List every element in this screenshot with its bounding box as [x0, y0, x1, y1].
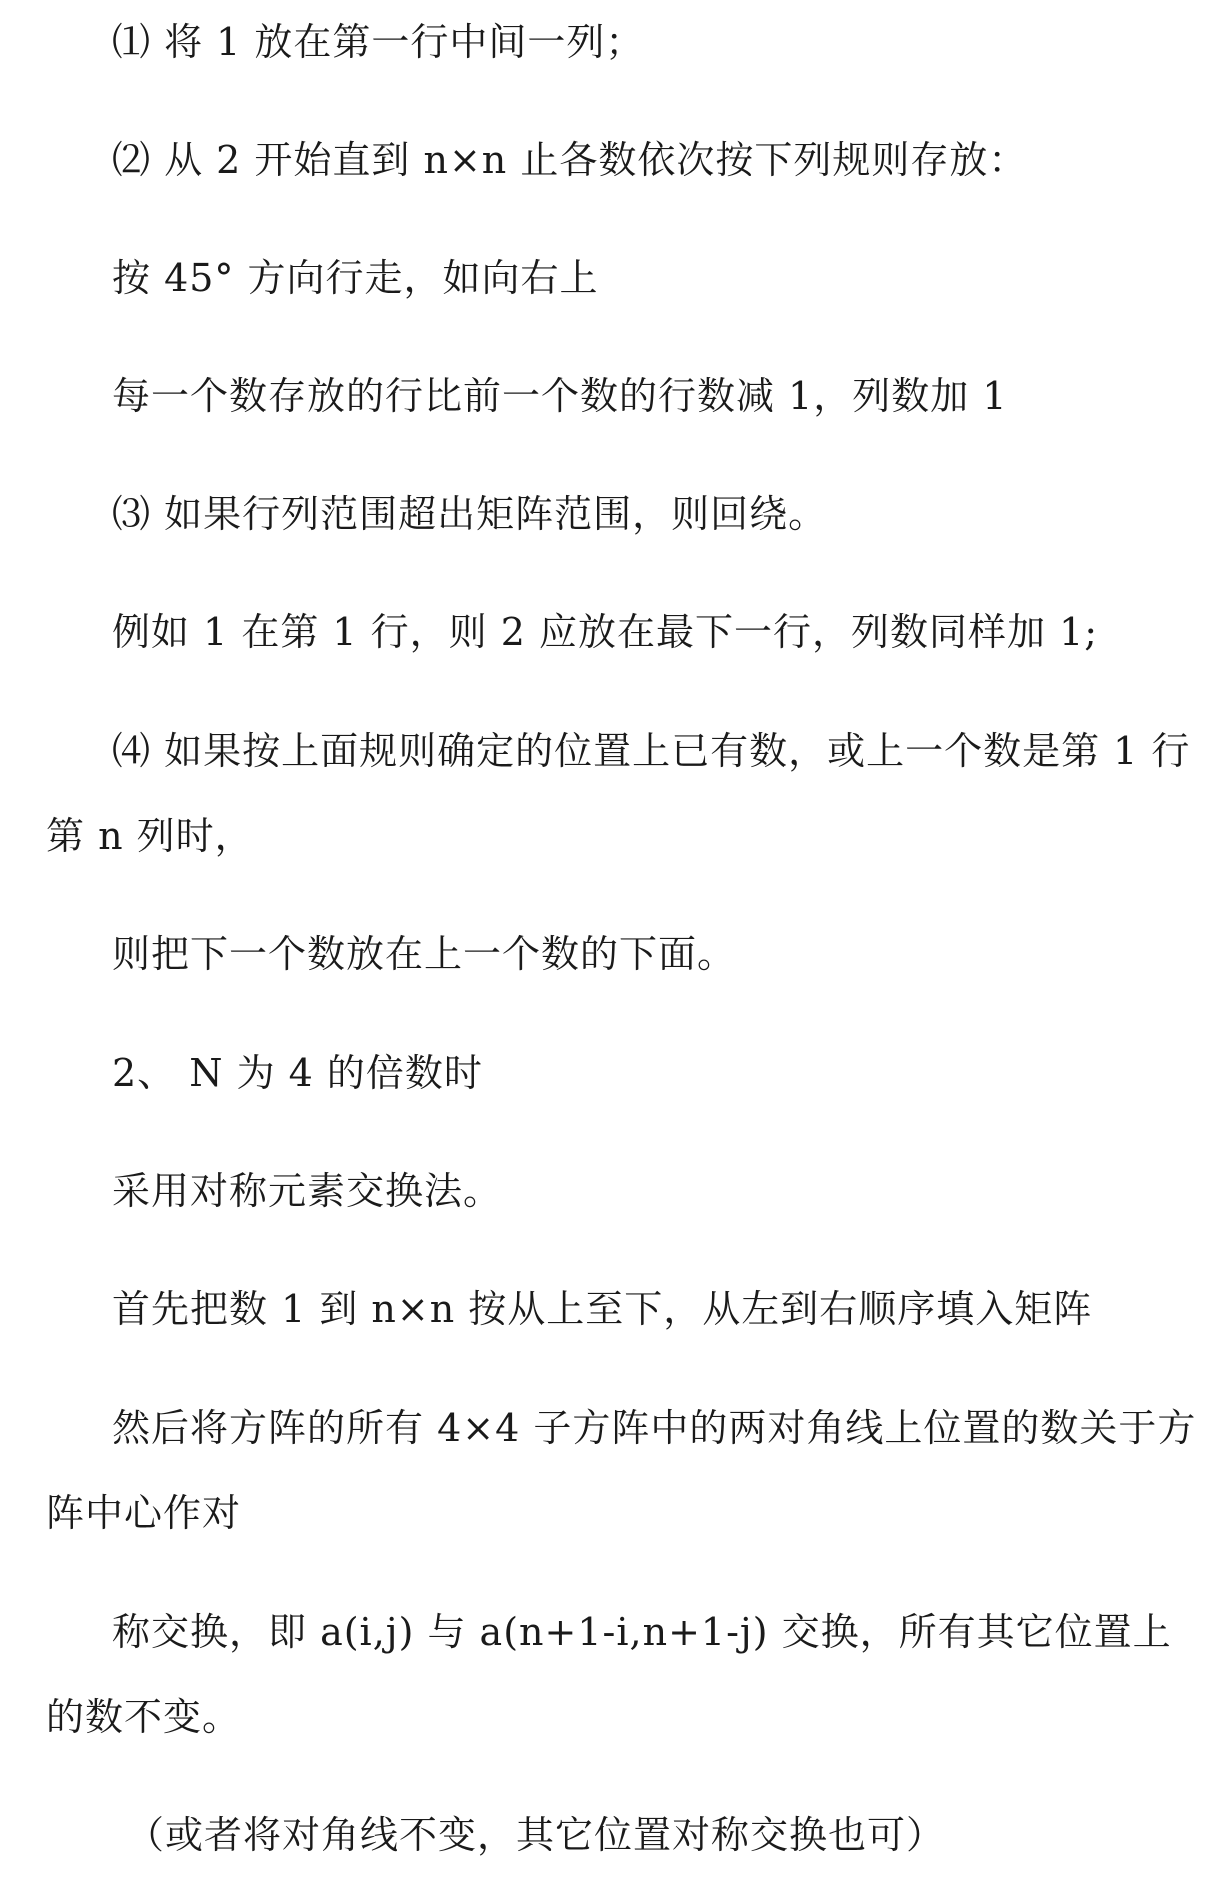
step-3-continuation-text: 的数不变。	[46, 1695, 242, 1739]
step-2-continuation-text: 阵中心作对	[46, 1491, 242, 1535]
rule-3-text: ⑶ 如果行列范围超出矩阵范围，则回绕。	[112, 492, 828, 536]
rule-2-text: ⑵ 从 2 开始直到 n×n 止各数依次按下列规则存放：	[112, 138, 1028, 182]
rule-4-text: ⑷ 如果按上面规则确定的位置上已有数，或上一个数是第 1 行	[112, 729, 1191, 773]
step-3-text: 称交换，即 a(i,j) 与 a(n+1-i,n+1-j) 交换，所有其它位置上	[112, 1610, 1172, 1654]
rule-4-action-text: 则把下一个数放在上一个数的下面。	[112, 932, 737, 976]
rule-2-detail-text: 每一个数存放的行比前一个数的行数减 1，列数加 1	[112, 374, 1008, 418]
step-2-text: 然后将方阵的所有 4×4 子方阵中的两对角线上位置的数关于方	[112, 1406, 1197, 1450]
alternative-note-text: （或者将对角线不变，其它位置对称交换也可）	[126, 1813, 946, 1857]
method-text: 采用对称元素交换法。	[112, 1169, 503, 1213]
rule-4-continuation-text: 第 n 列时，	[46, 814, 254, 858]
section-2-heading: 2、 N 为 4 的倍数时	[112, 1051, 483, 1095]
rule-2-direction-text: 按 45° 方向行走，如向右上	[112, 256, 599, 300]
step-1-text: 首先把数 1 到 n×n 按从上至下，从左到右顺序填入矩阵	[112, 1287, 1093, 1331]
rule-1-text: ⑴ 将 1 放在第一行中间一列；	[112, 20, 645, 64]
rule-3-example-text: 例如 1 在第 1 行，则 2 应放在最下一行，列数同样加 1;	[112, 610, 1099, 654]
